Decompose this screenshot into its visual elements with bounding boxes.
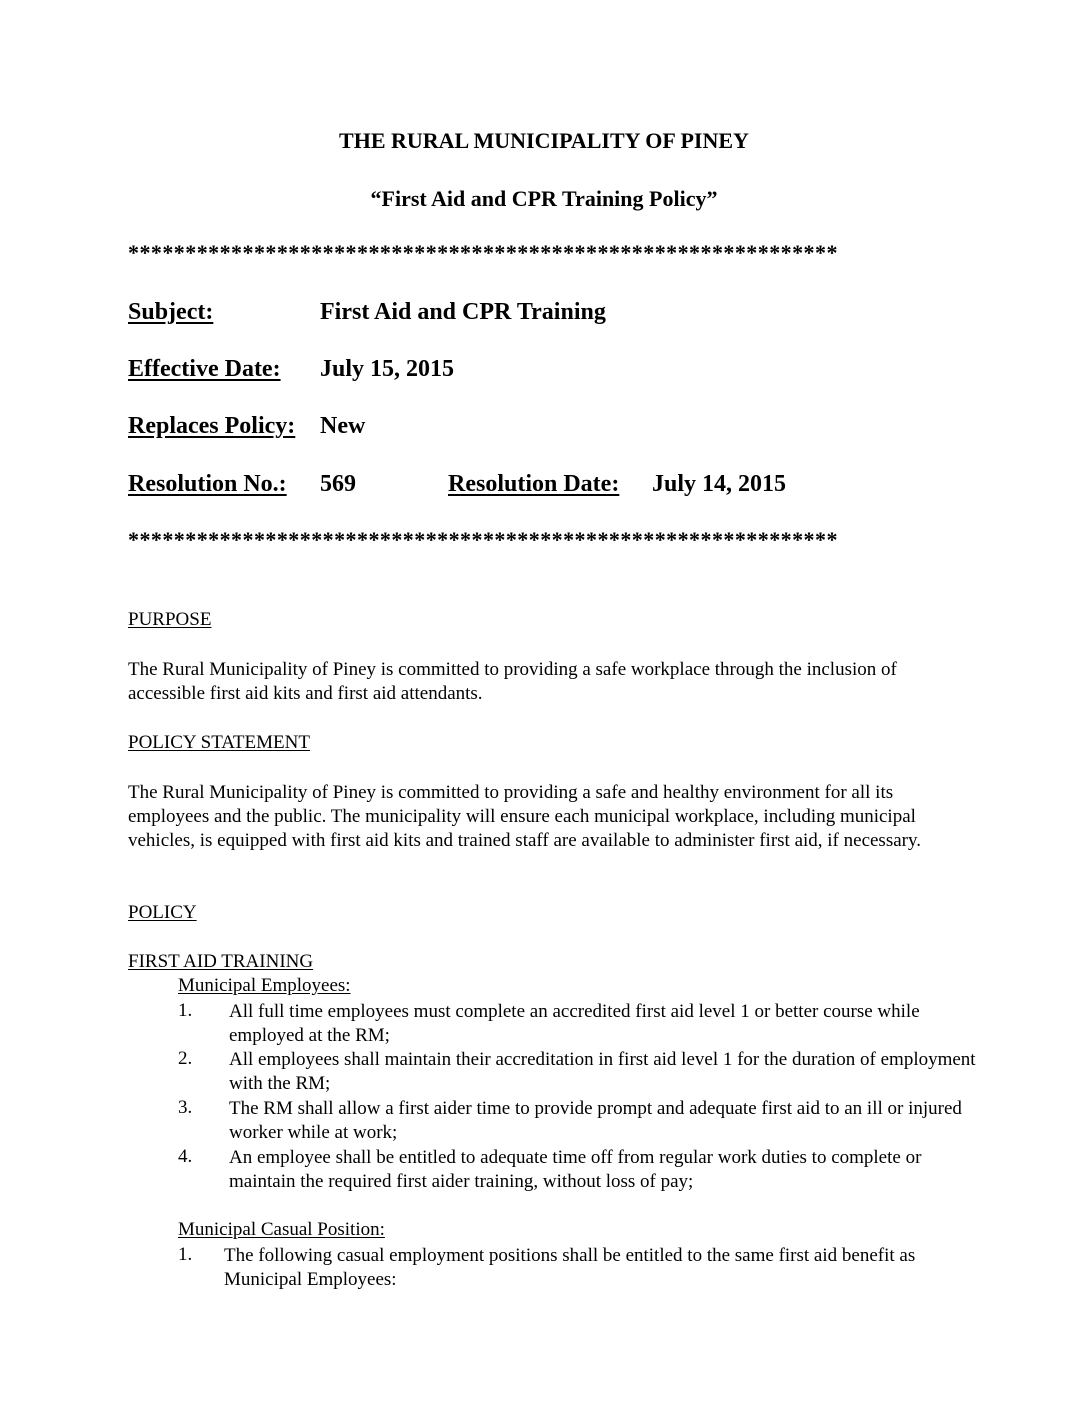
list-item-text: The following casual employment positions shall be entitled to the same first aid benefit as Municipal Employees: <box>224 1245 916 1290</box>
effective-date-value: July 15, 2015 <box>320 356 455 382</box>
policy-statement-heading: POLICY STATEMENT <box>128 732 310 753</box>
list-item-text: An employee shall be entitled to adequate time off from regular work duties to complete or maintain the required first aider training, without loss of pay; <box>229 1147 922 1192</box>
separator-top: ************************************************************** <box>128 240 838 265</box>
effective-date-label: Effective Date: <box>128 356 281 382</box>
list-item-text: All employees shall maintain their accreditation in first aid level 1 for the duration of employment with the RM; <box>229 1049 976 1094</box>
list-item-number: 1. <box>178 1000 193 1021</box>
resolution-no-value: 569 <box>320 471 356 497</box>
list-item-number: 3. <box>178 1097 193 1118</box>
subject-value: First Aid and CPR Training <box>320 299 606 325</box>
first-aid-training-heading: FIRST AID TRAINING <box>128 951 314 972</box>
resolution-date-value: July 14, 2015 <box>652 471 787 497</box>
policy-heading: POLICY <box>128 902 197 923</box>
purpose-text: The Rural Municipality of Piney is committed to providing a safe workplace through the inclusion of accessible first aid kits and first aid attendants. <box>128 659 897 704</box>
list-item-number: 4. <box>178 1146 193 1167</box>
municipal-casual-heading: Municipal Casual Position: <box>178 1219 385 1240</box>
replaces-policy-value: New <box>320 413 366 439</box>
policy-statement-text: The Rural Municipality of Piney is committed to providing a safe and healthy environment for all its employees and the public. The municipality will ensure each municipal workplace, including municipal vehicles, is equipped with first aid kits and trained staff are available to administer first aid, if necessary. <box>128 782 921 851</box>
replaces-policy-label: Replaces Policy: <box>128 413 296 439</box>
resolution-date-label: Resolution Date: <box>448 471 620 497</box>
list-item-number: 1. <box>178 1244 193 1265</box>
resolution-no-label: Resolution No.: <box>128 471 287 497</box>
document-title: THE RURAL MUNICIPALITY OF PINEY <box>339 128 749 153</box>
subject-label: Subject: <box>128 299 214 325</box>
list-item-text: The RM shall allow a first aider time to provide prompt and adequate first aid to an ill or injured worker while at work; <box>229 1098 962 1143</box>
list-item-text: All full time employees must complete an accredited first aid level 1 or better course while employed at the RM; <box>229 1001 920 1046</box>
municipal-employees-heading: Municipal Employees: <box>178 975 351 996</box>
purpose-heading: PURPOSE <box>128 609 212 630</box>
document-subtitle: “First Aid and CPR Training Policy” <box>370 186 718 211</box>
list-item-number: 2. <box>178 1048 193 1069</box>
separator-bottom: ************************************************************** <box>128 527 838 552</box>
